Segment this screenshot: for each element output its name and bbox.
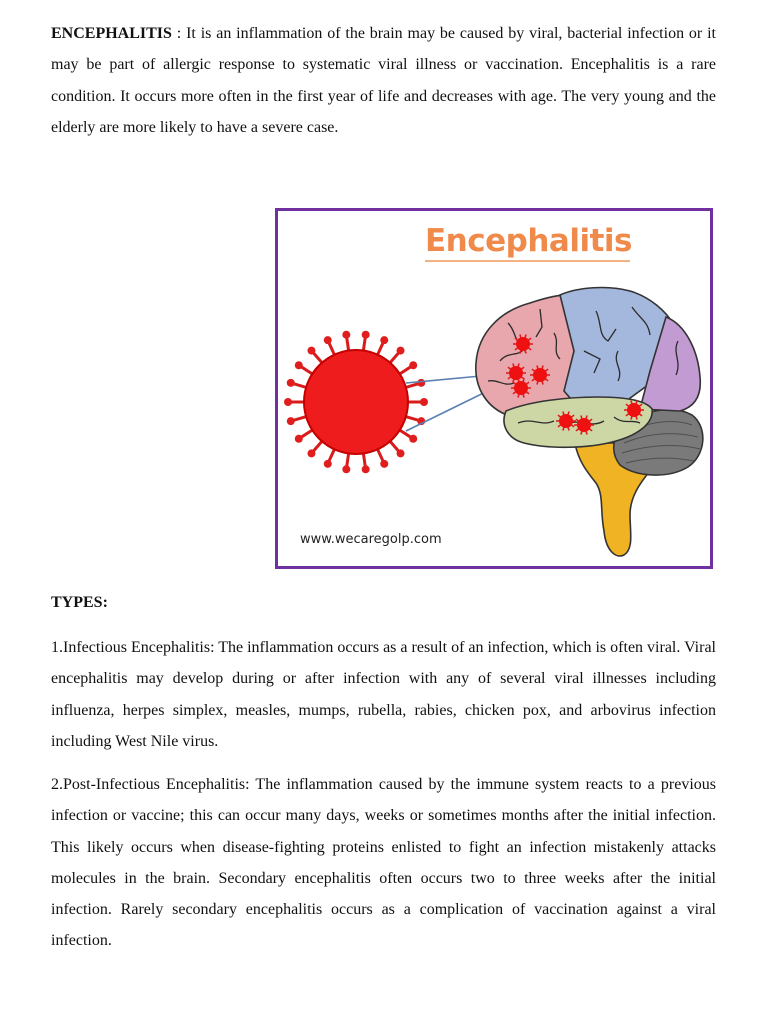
virus-spike-tip [380,336,388,344]
virus-spike-tip [287,417,295,425]
virus-spike-tip [397,449,405,457]
figure-source-url: www.wecaregolp.com [300,532,442,547]
type-infectious-paragraph: 1.Infectious Encephalitis: The inflammation occurs as a result of an infection, which is often viral. Viral encephalitis may develop during or after infection with any of several viral illnesses including influenza, herpes simplex, measles, mumps, rubella, rabies, chicken pox, and arbovirus infection including West Nile virus. [51,639,716,750]
virus-spike-tip [287,379,295,387]
virus-spike-tip [342,331,350,339]
virus-spike-tip [295,435,303,443]
virus-spike-tip [397,347,405,355]
virus-spike-tip [420,398,428,406]
virus-spike-tip [307,347,315,355]
virus-spike-tip [362,331,370,339]
virus-spike-tip [324,460,332,468]
types-heading: TYPES: [51,594,108,611]
infection-spot [627,403,641,417]
virus-spike-tip [307,449,315,457]
virus-spike-tip [284,398,292,406]
intro-paragraph [51,18,716,143]
intro-term: ENCEPHALITIS [51,25,172,42]
infection-spot [577,418,591,432]
virus-spike-tip [295,361,303,369]
intro-text: : It is an inflammation of the brain may be caused by viral, bacterial infection or it may be part of allergic response to systematic viral illness or vaccination. Encephalitis is a rare condition. It occurs more often in the first year of life and decreases with age. The very young and the elderly are more likely to have a severe case. [51,25,716,136]
infection-spot [559,414,573,428]
virus-spike-tip [409,361,417,369]
brain-virus-illustration [278,211,710,566]
type-post-infectious-paragraph: 2.Post-Infectious Encephalitis: The inflammation caused by the immune system reacts to a previous infection or vaccine; this can occur many days, weeks or sometimes months after the initial infection. This likely occurs when disease-fighting proteins enlisted to fight an infection mistakenly attacks molecules in the brain. Secondary encephalitis often occurs two to three weeks after the initial infection. Rarely secondary encephalitis occurs as a complication of vaccination against a viral infection. [51,776,716,950]
encephalitis-figure [275,208,713,569]
virus-spike-tip [409,435,417,443]
infection-spot [514,381,528,395]
infection-spot [509,366,523,380]
virus-spike-tip [417,379,425,387]
figure-title-text: Encephalitis [425,223,632,259]
infection-spot [516,337,530,351]
virus-spike-tip [380,460,388,468]
virus-spike-tip [324,336,332,344]
virus-spike-tip [362,465,370,473]
infection-spot [533,368,547,382]
virus-spike-tip [342,465,350,473]
